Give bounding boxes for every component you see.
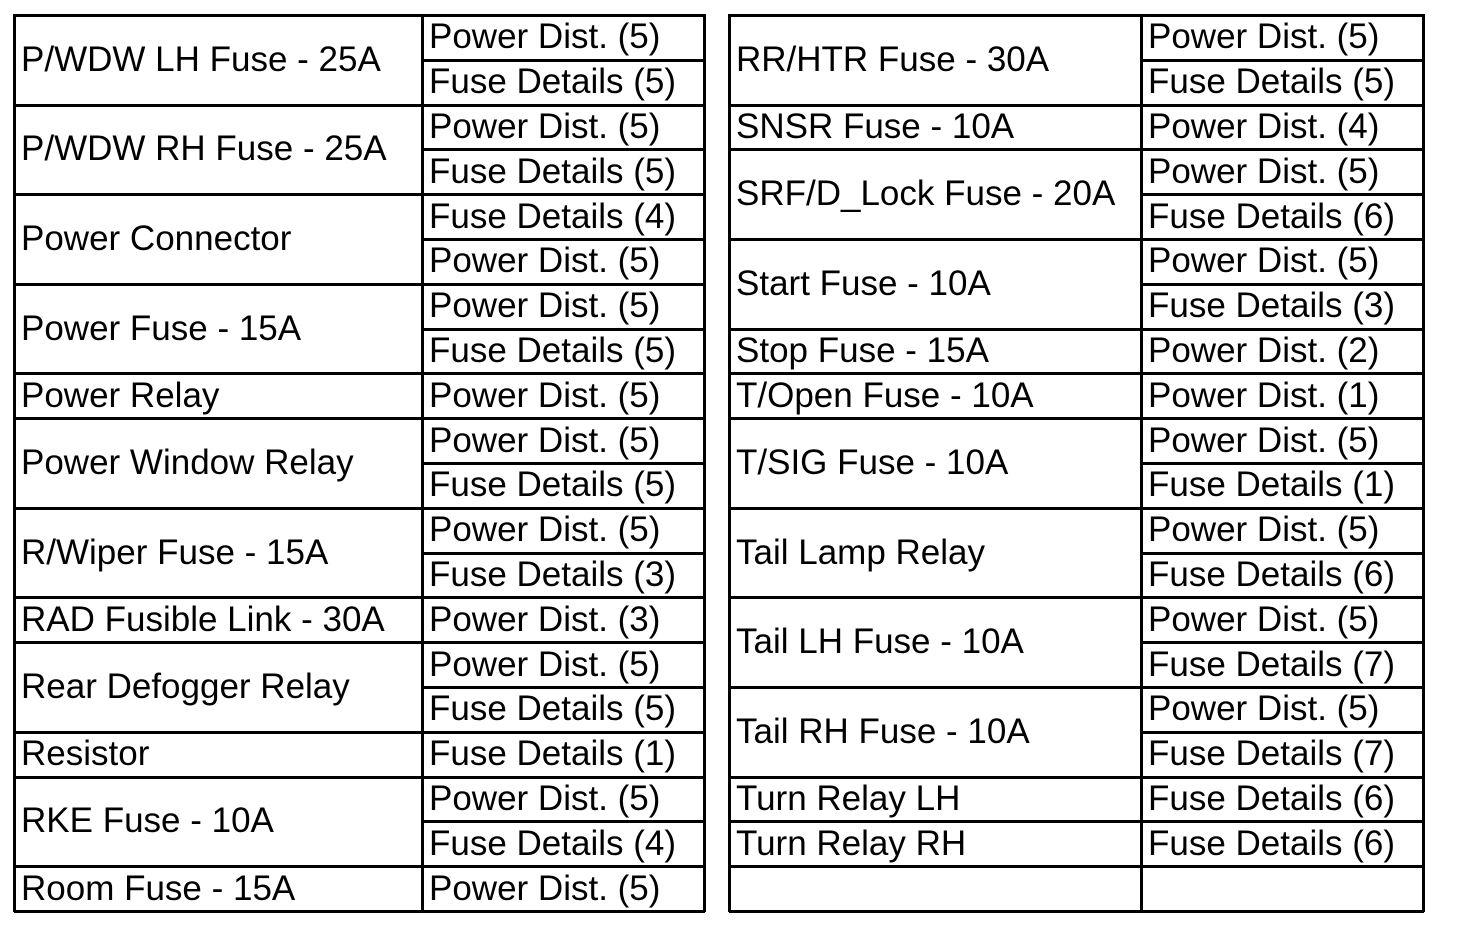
- component-name: Tail Lamp Relay: [736, 532, 985, 572]
- reference-cell: Fuse Details (5): [1148, 62, 1396, 102]
- component-name: SRF/D_Lock Fuse - 20A: [736, 174, 1116, 214]
- reference-cell: Power Dist. (2): [1148, 330, 1380, 370]
- component-name: P/WDW RH Fuse - 25A: [21, 129, 387, 169]
- component-name: RAD Fusible Link - 30A: [21, 599, 385, 639]
- reference-cell: Power Dist. (5): [1148, 689, 1380, 729]
- ref-divider: [422, 238, 705, 241]
- column-divider: [1140, 14, 1143, 912]
- component-name: RKE Fuse - 10A: [21, 801, 274, 841]
- component-name: P/WDW LH Fuse - 25A: [21, 39, 381, 79]
- reference-cell: Power Dist. (4): [1148, 106, 1380, 146]
- reference-cell: Power Dist. (5): [429, 644, 661, 684]
- row-divider: [14, 910, 705, 913]
- reference-cell: Fuse Details (3): [1148, 286, 1396, 326]
- reference-cell: Power Dist. (5): [1148, 151, 1380, 191]
- reference-cell: Fuse Details (4): [429, 823, 677, 863]
- reference-cell: Power Dist. (5): [429, 868, 661, 908]
- component-name: [729, 866, 1141, 911]
- reference-cell: Fuse Details (6): [1148, 554, 1396, 594]
- component-name: T/Open Fuse - 10A: [736, 375, 1034, 415]
- ref-divider: [422, 686, 705, 689]
- reference-cell: Power Dist. (5): [429, 241, 661, 281]
- component-name: RR/HTR Fuse - 30A: [736, 39, 1050, 79]
- ref-divider: [422, 148, 705, 151]
- component-name: T/SIG Fuse - 10A: [736, 442, 1009, 482]
- reference-cell: [1141, 866, 1423, 911]
- component-name: Power Fuse - 15A: [21, 308, 302, 348]
- reference-cell: Fuse Details (6): [1148, 823, 1396, 863]
- ref-divider: [1141, 59, 1424, 62]
- ref-divider: [1141, 462, 1424, 465]
- reference-cell: Fuse Details (5): [429, 330, 677, 370]
- component-name: Stop Fuse - 15A: [736, 330, 989, 370]
- reference-cell: Power Dist. (5): [1148, 17, 1380, 57]
- component-name: Power Connector: [21, 218, 292, 258]
- table-top-border: [729, 14, 1424, 17]
- component-name: Tail LH Fuse - 10A: [736, 622, 1024, 662]
- column-divider: [421, 14, 424, 912]
- component-name: R/Wiper Fuse - 15A: [21, 532, 329, 572]
- reference-cell: Power Dist. (5): [1148, 599, 1380, 639]
- reference-cell: Power Dist. (5): [429, 510, 661, 550]
- ref-divider: [1141, 193, 1424, 196]
- table-right-border: [703, 14, 706, 912]
- reference-cell: Power Dist. (5): [429, 778, 661, 818]
- reference-cell: Power Dist. (5): [1148, 510, 1380, 550]
- component-name: Rear Defogger Relay: [21, 666, 350, 706]
- reference-cell: Fuse Details (4): [429, 196, 677, 236]
- ref-divider: [1141, 731, 1424, 734]
- reference-cell: Power Dist. (5): [429, 375, 661, 415]
- reference-cell: Power Dist. (5): [429, 17, 661, 57]
- reference-cell: Power Dist. (5): [429, 286, 661, 326]
- reference-cell: Fuse Details (5): [429, 151, 677, 191]
- reference-cell: Fuse Details (6): [1148, 778, 1396, 818]
- reference-cell: Power Dist. (3): [429, 599, 661, 639]
- reference-cell: Fuse Details (5): [429, 689, 677, 729]
- ref-divider: [1141, 552, 1424, 555]
- ref-divider: [422, 820, 705, 823]
- table-right-border: [1422, 14, 1425, 912]
- component-name: Turn Relay LH: [736, 778, 961, 818]
- component-name: Resistor: [21, 734, 150, 774]
- reference-cell: Fuse Details (7): [1148, 644, 1396, 684]
- component-name: SNSR Fuse - 10A: [736, 106, 1015, 146]
- component-name: Power Window Relay: [21, 442, 354, 482]
- component-name: Room Fuse - 15A: [21, 868, 296, 908]
- table-left-border: [728, 14, 731, 912]
- reference-cell: Fuse Details (5): [429, 62, 677, 102]
- reference-cell: Power Dist. (1): [1148, 375, 1380, 415]
- ref-divider: [422, 59, 705, 62]
- ref-divider: [422, 328, 705, 331]
- reference-cell: Fuse Details (6): [1148, 196, 1396, 236]
- reference-cell: Fuse Details (1): [1148, 465, 1396, 505]
- ref-divider: [422, 552, 705, 555]
- reference-cell: Power Dist. (5): [429, 106, 661, 146]
- component-name: Turn Relay RH: [736, 823, 967, 863]
- component-name: Power Relay: [21, 375, 220, 415]
- component-name: Tail RH Fuse - 10A: [736, 711, 1030, 751]
- ref-divider: [422, 462, 705, 465]
- reference-cell: Power Dist. (5): [429, 420, 661, 460]
- reference-cell: Fuse Details (7): [1148, 734, 1396, 774]
- component-name: Start Fuse - 10A: [736, 263, 991, 303]
- row-divider: [729, 910, 1424, 913]
- reference-cell: Fuse Details (5): [429, 465, 677, 505]
- table-top-border: [14, 14, 705, 17]
- reference-cell: Power Dist. (5): [1148, 241, 1380, 281]
- reference-cell: Fuse Details (1): [429, 734, 677, 774]
- reference-cell: Power Dist. (5): [1148, 420, 1380, 460]
- table-left-border: [13, 14, 16, 912]
- ref-divider: [1141, 283, 1424, 286]
- ref-divider: [1141, 641, 1424, 644]
- reference-cell: Fuse Details (3): [429, 554, 677, 594]
